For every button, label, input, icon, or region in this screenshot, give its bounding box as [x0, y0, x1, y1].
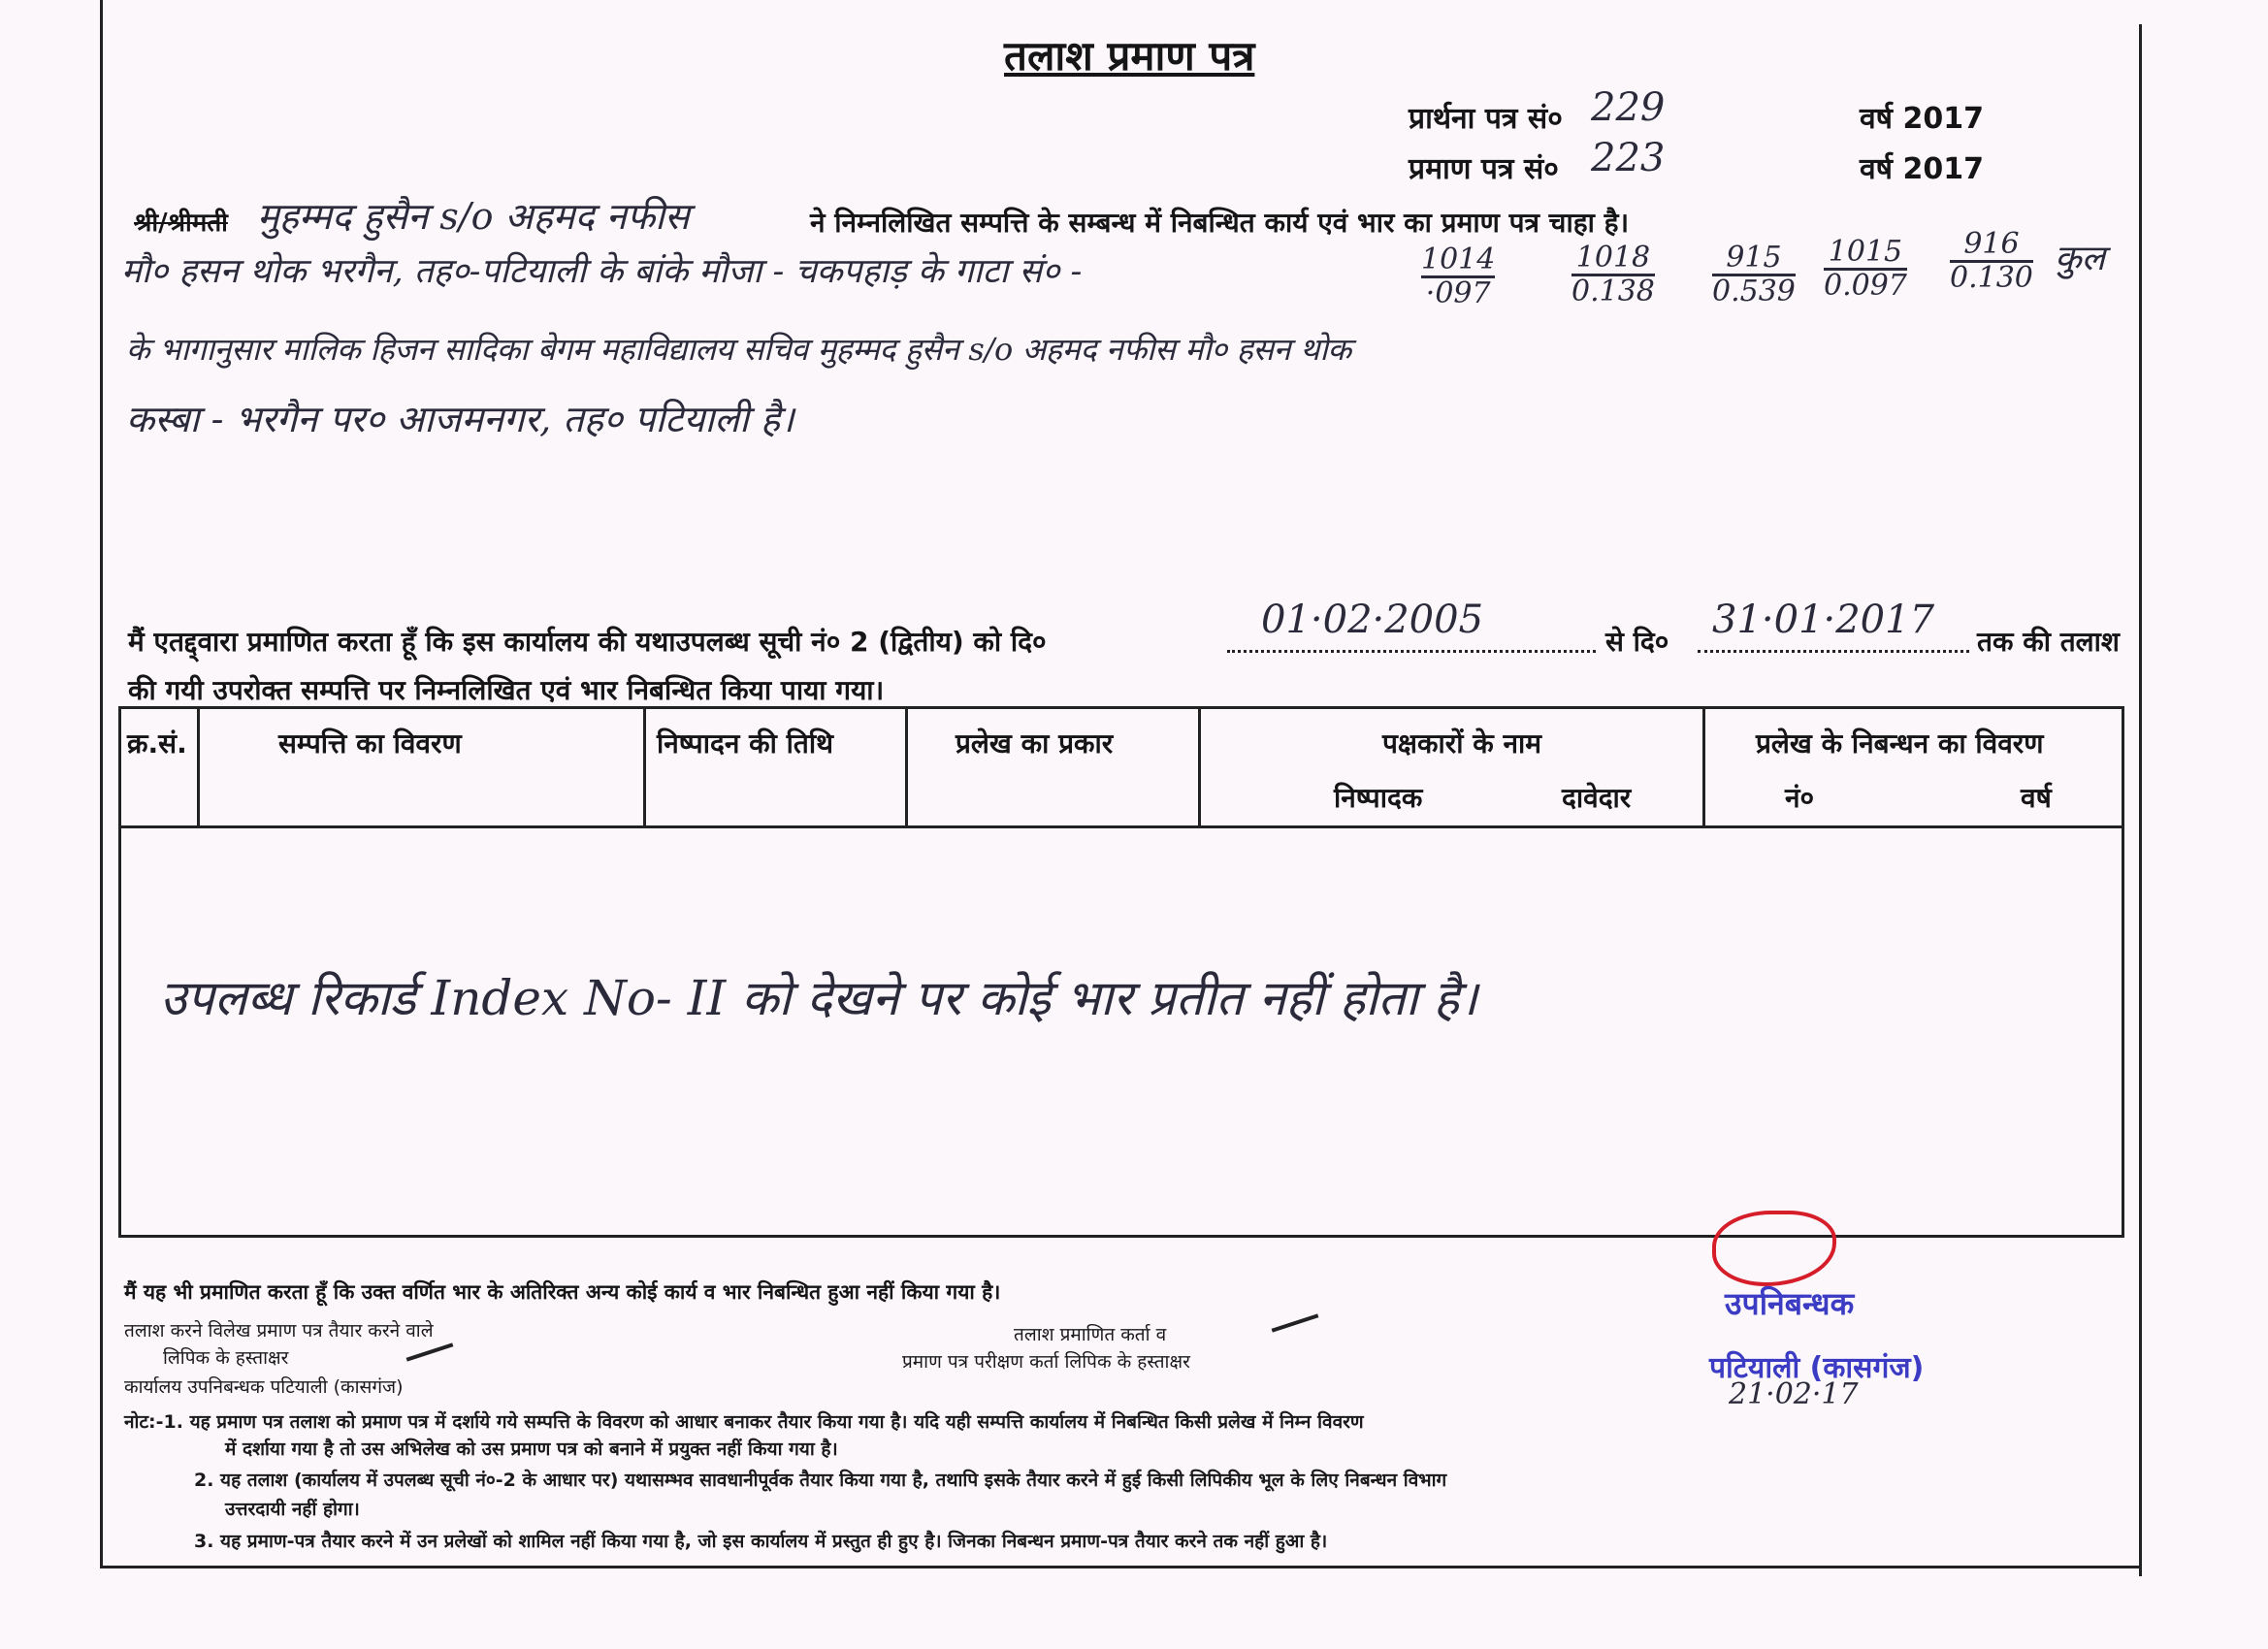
- gata-fraction-5: [1950, 229, 2033, 293]
- gata-fraction-2: [1571, 242, 1655, 307]
- gata-fraction-4: [1824, 237, 1907, 301]
- checker-signature-caption-2: प्रमाण पत्र परीक्षण कर्ता लिपिक के हस्ताक्षर: [902, 1351, 1190, 1373]
- property-line-3: कस्बा - भरगैन पर० आजमनगर, तह० पटियाली है।: [126, 398, 794, 440]
- subheader-reg-year: वर्ष: [2021, 782, 2052, 814]
- gata-fraction-den: 0.097: [1824, 268, 1907, 303]
- certify-text-2: तक की तलाश: [1977, 626, 2120, 658]
- application-number: 229: [1591, 85, 1666, 130]
- table-col-divider: [197, 709, 200, 825]
- note-2-line-2: उत्तरदायी नहीं होगा।: [225, 1499, 360, 1520]
- certify-line-2: की गयी उपरोक्त सम्पत्ति पर निम्नलिखित एवं भार निबन्धित किया पाया गया।: [128, 674, 885, 706]
- property-line-1: मौ० हसन थोक भरगैन, तह०-पटियाली के बांके मौजा - चकपहाड़ के गाटा सं० -: [121, 252, 1083, 291]
- certificate-number-label: प्रमाण पत्र सं०: [1409, 152, 1559, 186]
- clerk-signature-caption-2: लिपिक के हस्ताक्षर: [163, 1347, 289, 1369]
- stamp-designation: उपनिबन्धक: [1725, 1285, 1855, 1322]
- request-name: मुहम्मद हुसैन s/o अहमद नफीस: [257, 195, 690, 238]
- gata-fraction-num: 1018: [1571, 242, 1655, 276]
- header-party-names: पक्षकारों के नाम: [1382, 728, 1541, 760]
- gata-fraction-num: 1014: [1421, 242, 1496, 276]
- note-3: 3. यह प्रमाण-पत्र तैयार करने में उन प्रलेखों को शामिल नहीं किया गया है, जो इस कार्यालय में प्रस्तुत ही हुए है। जिनका निबन्धन प्रमाण-पत्र तैयार करने तक नहीं हुआ है।: [194, 1531, 1328, 1552]
- subheader-executant: निष्पादक: [1334, 782, 1423, 814]
- left-border: [100, 0, 103, 1567]
- table-col-divider: [643, 709, 646, 825]
- header-property-description: सम्पत्ति का विवरण: [278, 728, 462, 760]
- total-word: कुल: [2055, 239, 2106, 278]
- gata-fraction-1: [1421, 244, 1495, 308]
- header-serial: क्र.सं.: [127, 728, 187, 760]
- footer-declaration: मैं यह भी प्रमाणित करता हूँ कि उक्त वर्णित भार के अतिरिक्त अन्य कोई कार्य व भार निबन्धित हुआ नहीं किया गया है।: [124, 1280, 1001, 1304]
- property-line-2: के भागानुसार मालिक हिजन सादिका बेगम महाविद्यालय सचिव मुहम्मद हुसैन s/o अहमद नफीस मौ० हसन थोक: [126, 331, 1351, 368]
- red-signature: [1712, 1211, 1836, 1286]
- certificate-number: 223: [1591, 136, 1666, 180]
- gata-fraction-den: 0.138: [1571, 274, 1655, 308]
- encumbrance-table: [118, 706, 2124, 1238]
- application-year: वर्ष 2017: [1860, 102, 1984, 136]
- clerk-signature: [406, 1342, 454, 1361]
- header-document-type: प्रलेख का प्रकार: [956, 728, 1114, 760]
- checker-signature: [1272, 1313, 1319, 1332]
- from-date-dotted-line: [1227, 650, 1596, 653]
- bottom-border: [100, 1566, 2142, 1568]
- gata-fraction-den: 0.539: [1712, 274, 1796, 308]
- gata-fraction-num: 1015: [1824, 237, 1907, 271]
- header-execution-date: निष्पादन की तिथि: [657, 728, 833, 760]
- stamp-date: 21·02·17: [1729, 1377, 1859, 1411]
- table-col-divider: [1198, 709, 1201, 825]
- note-2-line-1: 2. यह तलाश (कार्यालय में उपलब्ध सूची नं०-2 के आधार पर) यथासम्भव सावधानीपूर्वक तैयार किया गया है, तथापि इसके तैयार करने में हुई किसी लिपिकीय भूल के लिए निबन्धन विभाग: [194, 1470, 1447, 1491]
- to-date: 31·01·2017: [1712, 598, 1935, 642]
- table-col-divider: [1702, 709, 1705, 825]
- clerk-signature-caption-1: तलाश करने विलेख प्रमाण पत्र तैयार करने वाले: [124, 1320, 434, 1342]
- table-col-divider: [905, 709, 908, 825]
- certify-mid: से दि०: [1605, 626, 1669, 658]
- certificate-year: वर्ष 2017: [1860, 152, 1984, 186]
- document-title: तलाश प्रमाण पत्र: [1004, 32, 1255, 80]
- header-registration-details: प्रलेख के निबन्धन का विवरण: [1756, 728, 2044, 760]
- office-name: कार्यालय उपनिबन्धक पटियाली (कासगंज): [124, 1376, 404, 1398]
- application-number-label: प्रार्थना पत्र सं०: [1409, 102, 1563, 136]
- gata-fraction-3: [1712, 242, 1796, 307]
- subheader-reg-number: नं०: [1785, 782, 1815, 814]
- note-1-line-1: नोट:-1. यह प्रमाण पत्र तलाश को प्रमाण पत्र में दर्शाये गये सम्पत्ति के विवरण को आधार बनाकर तैयार किया गया है। यदि यही सम्पत्ति कार्यालय में निबन्धित किसी प्रलेख में निम्न विवरण: [124, 1411, 1364, 1433]
- checker-signature-caption-1: तलाश प्रमाणित कर्ता व: [1014, 1324, 1167, 1345]
- gata-fraction-num: 915: [1712, 242, 1796, 276]
- table-body-remark: उपलब्ध रिकार्ड Index No- II को देखने पर कोई भार प्रतीत नहीं होता है।: [160, 970, 1478, 1026]
- gata-fraction-den: ·097: [1425, 275, 1491, 310]
- to-date-dotted-line: [1698, 650, 1969, 653]
- table-header-divider: [121, 825, 2122, 828]
- right-border: [2139, 24, 2142, 1576]
- certify-text-1: मैं एतद्द्वारा प्रमाणित करता हूँ कि इस कार्यालय की यथाउपलब्ध सूची नं० 2 (द्वितीय) को दि०: [128, 626, 1047, 658]
- subheader-claimant: दावेदार: [1562, 782, 1632, 814]
- gata-fraction-den: 0.130: [1950, 260, 2033, 295]
- gata-fraction-num: 916: [1950, 229, 2033, 263]
- stamp-office: पटियाली (कासगंज): [1709, 1351, 1925, 1385]
- from-date: 01·02·2005: [1261, 598, 1484, 642]
- request-prefix: श्री/श्रीमती: [134, 209, 228, 238]
- note-1-line-2: में दर्शाया गया है तो उस अभिलेख को उस प्रमाण पत्र को बनाने में प्रयुक्त नहीं किया गया है।: [225, 1439, 838, 1460]
- request-suffix: ने निम्नलिखित सम्पत्ति के सम्बन्ध में निबन्धित कार्य एवं भार का प्रमाण पत्र चाहा है।: [810, 207, 1630, 239]
